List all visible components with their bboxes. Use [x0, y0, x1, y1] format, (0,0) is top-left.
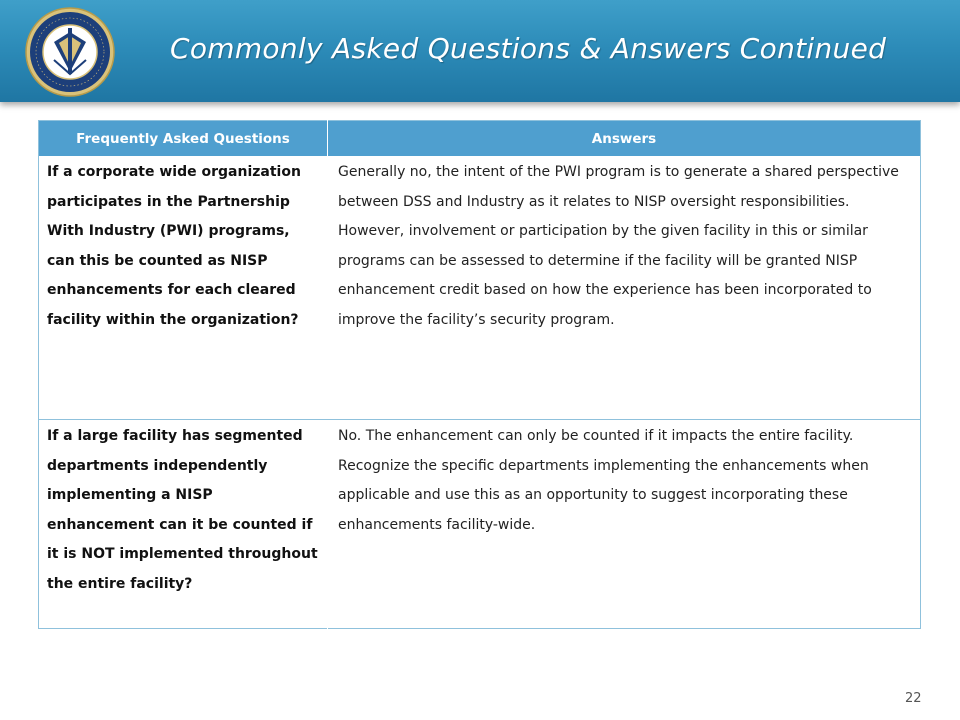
page-title: Commonly Asked Questions & Answers Continued: [170, 32, 887, 65]
column-header-questions: Frequently Asked Questions: [39, 121, 328, 157]
question-cell: If a large facility has segmented departments independently implementing a NISP enhancement can it be counted if it is NOT implemented throughout the entire facility?: [39, 420, 328, 629]
column-header-answers: Answers: [328, 121, 921, 157]
table-header-row: [39, 121, 921, 157]
dss-seal-logo: [24, 6, 116, 98]
faq-table: [38, 120, 921, 629]
answer-cell: No. The enhancement can only be counted if it impacts the entire facility. Recognize the specific departments implementing the enhancements when applicable and use this as an opportunity to suggest incorporating these enhancements facility-wide.: [338, 428, 869, 533]
question-cell: If a corporate wide organization participates in the Partnership With Industry (PWI) programs, can this be counted as NISP enhancements for each cleared facility within the organization?: [39, 156, 328, 420]
header-banner: [0, 0, 960, 102]
table-row: [39, 156, 921, 420]
page-number: 22: [905, 691, 922, 706]
answer-cell: Generally no, the intent of the PWI program is to generate a shared perspective between DSS and Industry as it relates to NISP oversight responsibilities. However, involvement or participation by the given facility in this or similar programs can be assessed to determine if the facility will be granted NISP enhancement credit based on how the experience has been incorporated to improve the facility’s security program.: [328, 156, 921, 420]
table-row: [39, 420, 921, 629]
